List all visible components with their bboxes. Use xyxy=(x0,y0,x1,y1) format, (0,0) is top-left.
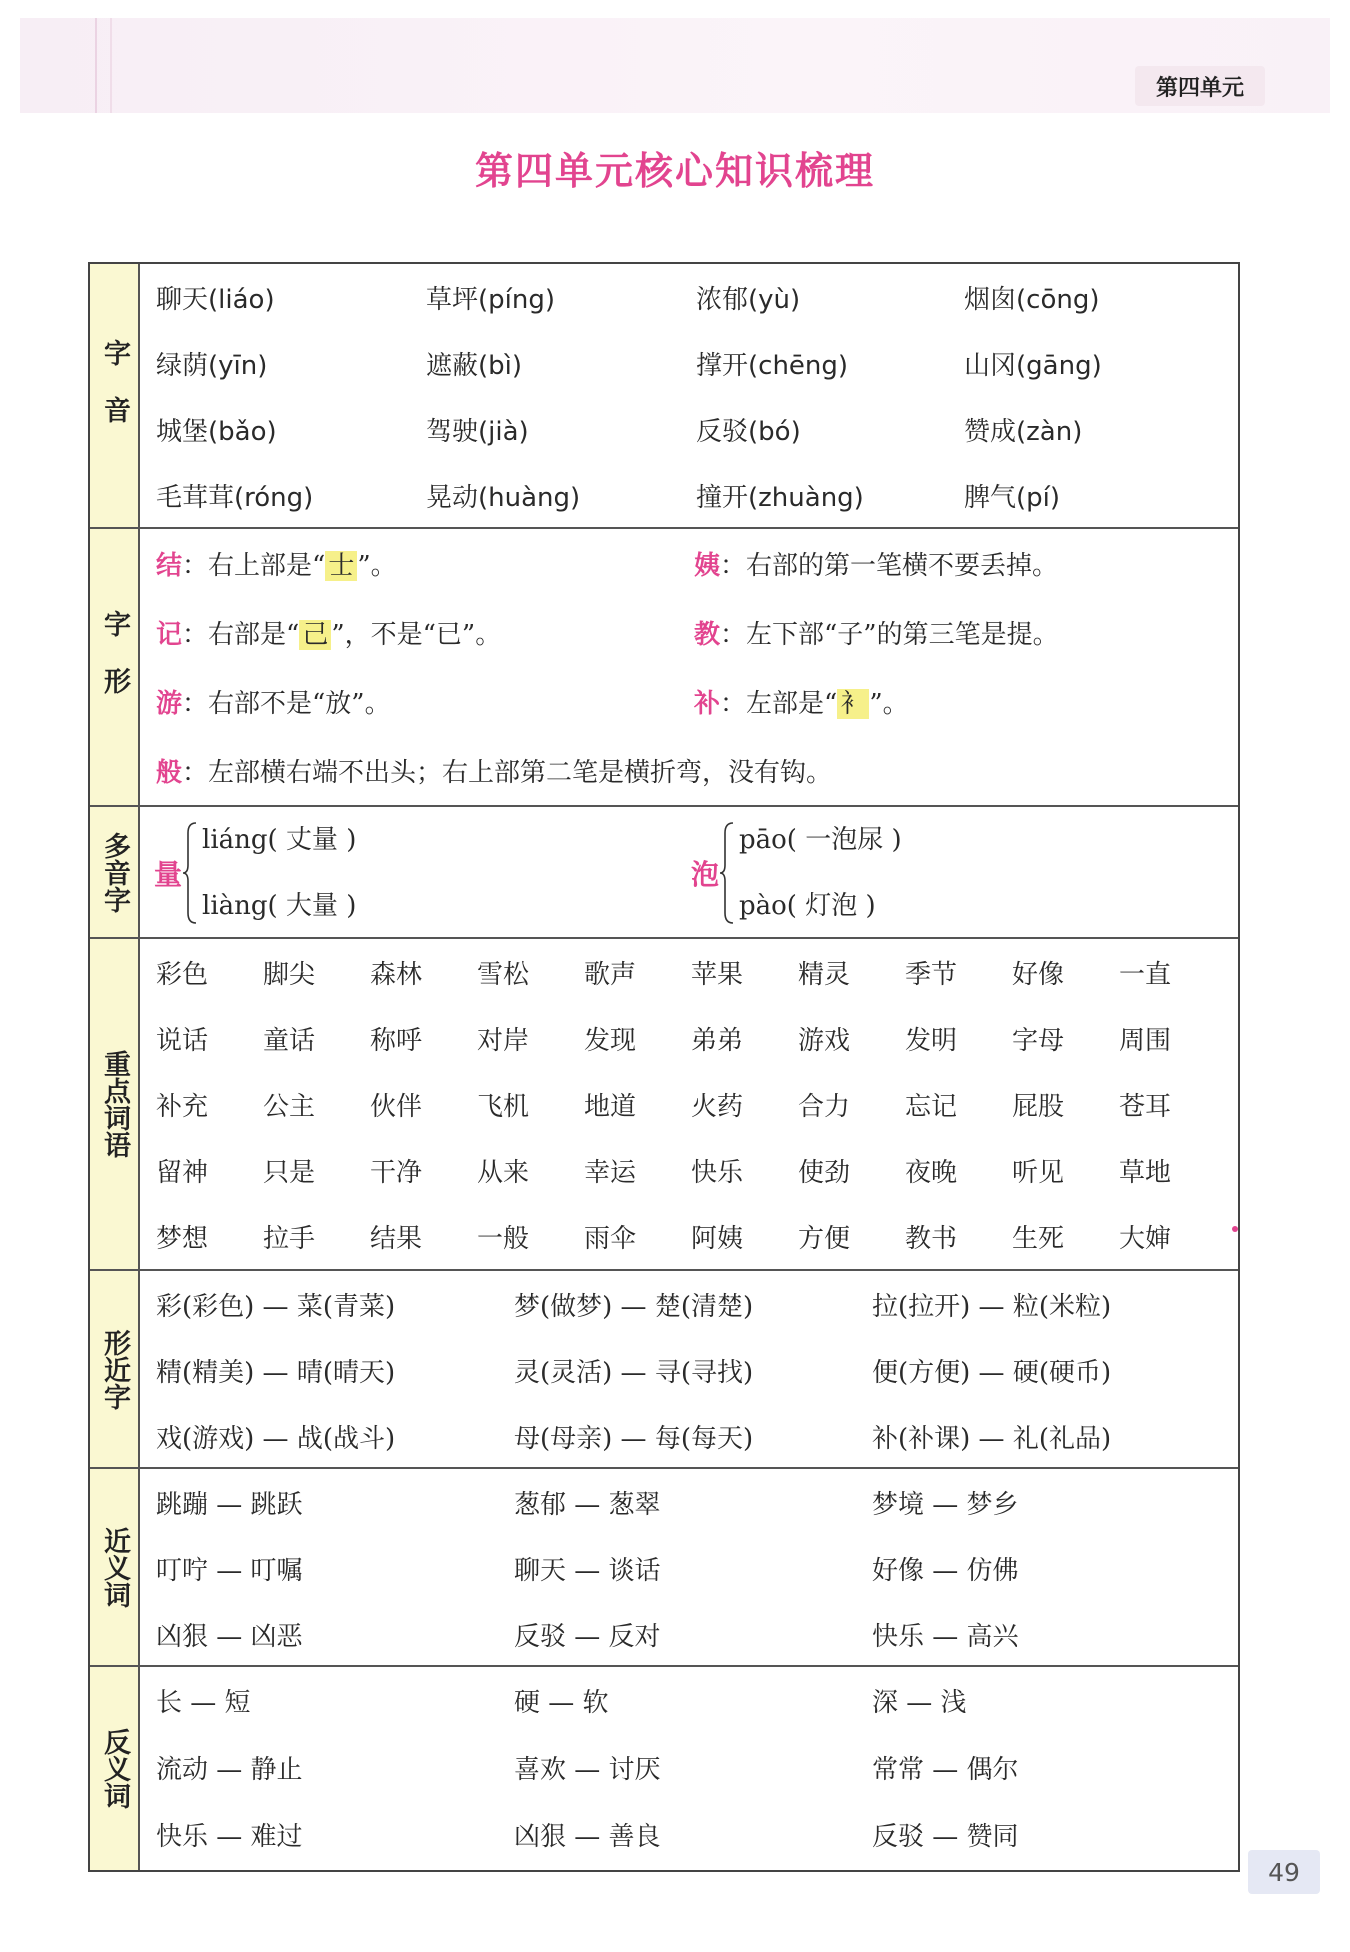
glyph-note: ：左部横右端不出头；右上部第二笔是横折弯，没有钩。 xyxy=(182,758,833,788)
glyph-note: ：左部是“ xyxy=(720,689,838,719)
word: 遮蔽 xyxy=(426,350,479,381)
keyword: 快乐 xyxy=(691,1157,744,1188)
pronunciation-row xyxy=(140,330,1238,396)
polyphone-char: 量 xyxy=(154,858,183,891)
glyph-item xyxy=(156,752,832,789)
keyword-row xyxy=(140,939,1238,1005)
word: 撑开 xyxy=(696,350,749,381)
keyword: 发现 xyxy=(584,1025,637,1056)
keyword: 大婶 xyxy=(1119,1223,1172,1254)
keyword: 一直 xyxy=(1119,959,1172,990)
pronunciation-item xyxy=(156,279,426,316)
glyph-highlight: 衤 xyxy=(837,689,869,719)
antonym-item: 流动 — 静止 xyxy=(156,1755,303,1785)
synonym-row xyxy=(140,1535,1238,1601)
synonym-row xyxy=(140,1469,1238,1535)
keywords-body xyxy=(140,939,1238,1269)
pinyin: (yīn) xyxy=(208,350,268,381)
pronunciation-item xyxy=(696,411,964,448)
keyword: 彩色 xyxy=(156,959,209,990)
keyword: 补充 xyxy=(156,1091,209,1122)
similar-char-item: 精(精美) — 晴(晴天) xyxy=(156,1357,396,1388)
similar-char-item: 母(母亲) — 每(每天) xyxy=(514,1423,754,1454)
header-decor-line xyxy=(95,18,97,113)
header-band xyxy=(20,18,1330,113)
glyph-item xyxy=(156,683,694,720)
word: 聊天 xyxy=(156,284,209,315)
pinyin: (róng) xyxy=(234,482,314,513)
pronunciation-item xyxy=(156,477,426,514)
glyph-row xyxy=(140,667,1238,736)
pinyin: (cōng) xyxy=(1016,284,1100,315)
keyword: 雪松 xyxy=(477,959,530,990)
section-label: 反义词 xyxy=(90,1667,140,1870)
keyword: 季节 xyxy=(905,959,958,990)
keyword-row xyxy=(140,1203,1238,1269)
similar-char-row xyxy=(140,1403,1238,1469)
similar-char-row xyxy=(140,1271,1238,1337)
keyword: 对岸 xyxy=(477,1025,530,1056)
pronunciation-item xyxy=(696,279,964,316)
pronunciation-item xyxy=(696,345,964,382)
word: 烟囱 xyxy=(964,284,1017,315)
pinyin: (bǎo) xyxy=(208,416,277,447)
pinyin: (chēng) xyxy=(748,350,849,381)
keyword: 雨伞 xyxy=(584,1223,637,1254)
keyword: 屁股 xyxy=(1012,1091,1065,1122)
similar-char-row xyxy=(140,1337,1238,1403)
keyword: 阿姨 xyxy=(691,1223,744,1254)
pronunciation-item xyxy=(156,345,426,382)
similar-char-item: 戏(游戏) — 战(战斗) xyxy=(156,1423,396,1454)
glyph-char: 记 xyxy=(156,620,183,650)
section-label: 形近字 xyxy=(90,1271,140,1467)
keyword: 合力 xyxy=(798,1091,851,1122)
glyph-item xyxy=(156,545,694,582)
glyph-note: ：右部的第一笔横不要丢掉。 xyxy=(720,551,1059,581)
glyph-note: ”。 xyxy=(357,551,397,581)
word: 撞开 xyxy=(696,482,749,513)
pronunciation-item xyxy=(426,411,696,448)
word: 城堡 xyxy=(156,416,209,447)
page-number: 49 xyxy=(1248,1850,1320,1894)
pronunciation-row xyxy=(140,462,1238,528)
keyword: 森林 xyxy=(370,959,423,990)
glyph-row xyxy=(140,598,1238,667)
polyphone-char: 泡 xyxy=(691,858,720,891)
keyword: 从来 xyxy=(477,1157,530,1188)
brace-icon xyxy=(719,821,735,925)
keyword: 称呼 xyxy=(370,1025,423,1056)
keyword: 公主 xyxy=(263,1091,316,1122)
keyword: 童话 xyxy=(263,1025,316,1056)
keyword: 游戏 xyxy=(798,1025,851,1056)
glyph-char: 补 xyxy=(694,689,721,719)
section-label: 重点词语 xyxy=(90,939,140,1269)
similar-char-item: 灵(灵活) — 寻(寻找) xyxy=(514,1357,754,1388)
glyph-char: 结 xyxy=(156,551,183,581)
word: 绿荫 xyxy=(156,350,209,381)
glyph-item xyxy=(694,683,1194,720)
pinyin: (yù) xyxy=(748,284,801,315)
pronunciation-item xyxy=(964,477,1214,514)
pronunciation-row xyxy=(140,264,1238,330)
synonym-item: 快乐 — 高兴 xyxy=(872,1621,1019,1652)
pinyin: (jià) xyxy=(478,416,529,447)
glyph-note: ：右部不是“放”。 xyxy=(182,689,391,719)
antonym-item: 凶狠 — 善良 xyxy=(514,1822,661,1852)
keyword: 听见 xyxy=(1012,1157,1065,1188)
keyword: 说话 xyxy=(156,1025,209,1056)
synonym-item: 跳蹦 — 跳跃 xyxy=(156,1489,303,1520)
word: 草坪 xyxy=(426,284,479,315)
antonyms-body xyxy=(140,1667,1238,1870)
similar-chars-body xyxy=(140,1271,1238,1467)
section-keywords xyxy=(90,939,1238,1271)
section-polyphone xyxy=(90,807,1238,939)
section-label: 近义词 xyxy=(90,1469,140,1665)
antonym-item: 常常 — 偶尔 xyxy=(872,1755,1019,1785)
keyword: 发明 xyxy=(905,1025,958,1056)
glyph-highlight: 己 xyxy=(299,620,331,650)
synonym-item: 凶狠 — 凶恶 xyxy=(156,1621,303,1652)
knowledge-table xyxy=(88,262,1240,1872)
synonyms-body xyxy=(140,1469,1238,1665)
pinyin: (bì) xyxy=(478,350,523,381)
keyword: 一般 xyxy=(477,1223,530,1254)
glyph-char: 教 xyxy=(694,620,721,650)
keyword: 忘记 xyxy=(905,1091,958,1122)
keyword: 干净 xyxy=(370,1157,423,1188)
polyphone-reading: liáng( 丈量 ) xyxy=(202,825,357,855)
keyword: 草地 xyxy=(1119,1157,1172,1188)
keyword: 方便 xyxy=(798,1223,851,1254)
synonym-item: 聊天 — 谈话 xyxy=(514,1555,661,1586)
keyword: 幸运 xyxy=(584,1157,637,1188)
pinyin: (huàng) xyxy=(478,482,581,513)
keyword: 字母 xyxy=(1012,1025,1065,1056)
antonym-item: 硬 — 软 xyxy=(514,1688,609,1718)
polyphone-reading: pào( 灯泡 ) xyxy=(739,891,876,921)
section-similar-chars xyxy=(90,1271,1238,1469)
section-antonyms xyxy=(90,1667,1238,1870)
word: 驾驶 xyxy=(426,416,479,447)
keyword: 梦想 xyxy=(156,1223,209,1254)
glyph-note: ：右上部是“ xyxy=(182,551,326,581)
keyword: 拉手 xyxy=(263,1223,316,1254)
word: 山冈 xyxy=(964,350,1017,381)
brace-icon xyxy=(182,821,198,925)
polyphone-reading: pāo( 一泡尿 ) xyxy=(739,825,902,855)
section-synonyms xyxy=(90,1469,1238,1667)
pinyin: (zàn) xyxy=(1016,416,1083,447)
keyword: 夜晚 xyxy=(905,1157,958,1188)
glyph-body xyxy=(140,529,1238,805)
synonym-row xyxy=(140,1601,1238,1667)
antonym-row xyxy=(140,1801,1238,1868)
pronunciation-item xyxy=(426,477,696,514)
keyword: 只是 xyxy=(263,1157,316,1188)
similar-char-item: 补(补课) — 礼(礼品) xyxy=(872,1423,1112,1454)
section-glyph xyxy=(90,529,1238,807)
antonym-item: 快乐 — 难过 xyxy=(156,1822,303,1852)
keyword: 结果 xyxy=(370,1223,423,1254)
pronunciation-row xyxy=(140,396,1238,462)
keyword: 留神 xyxy=(156,1157,209,1188)
antonym-item: 深 — 浅 xyxy=(872,1688,967,1718)
word: 晃动 xyxy=(426,482,479,513)
page-title: 第四单元核心知识梳理 xyxy=(474,149,875,193)
keyword: 火药 xyxy=(691,1091,744,1122)
polyphone-body xyxy=(140,807,1238,937)
pronunciation-item xyxy=(964,279,1214,316)
section-label: 多音字 xyxy=(90,807,140,937)
antonym-row xyxy=(140,1667,1238,1734)
pinyin: (pí) xyxy=(1016,482,1061,513)
glyph-char: 姨 xyxy=(694,551,721,581)
pronunciation-item xyxy=(426,345,696,382)
similar-char-item: 拉(拉开) — 粒(米粒) xyxy=(872,1291,1112,1322)
synonym-item: 反驳 — 反对 xyxy=(514,1621,661,1652)
glyph-note: ：右部是“ xyxy=(182,620,300,650)
keyword: 教书 xyxy=(905,1223,958,1254)
keyword-row xyxy=(140,1071,1238,1137)
keyword: 弟弟 xyxy=(691,1025,744,1056)
antonym-item: 反驳 — 赞同 xyxy=(872,1822,1019,1852)
pinyin: (bó) xyxy=(748,416,801,447)
glyph-row xyxy=(140,736,1238,805)
keyword: 使劲 xyxy=(798,1157,851,1188)
keyword: 地道 xyxy=(584,1091,637,1122)
glyph-note: ”。 xyxy=(869,689,909,719)
glyph-item xyxy=(694,545,1194,582)
keyword: 苹果 xyxy=(691,959,744,990)
glyph-note: ：左下部“子”的第三笔是提。 xyxy=(720,620,1059,650)
word: 反驳 xyxy=(696,416,749,447)
pronunciation-item xyxy=(964,411,1214,448)
section-pronunciation xyxy=(90,264,1238,529)
word: 脾气 xyxy=(964,482,1017,513)
glyph-row xyxy=(140,529,1238,598)
keyword: 生死 xyxy=(1012,1223,1065,1254)
glyph-item xyxy=(694,614,1194,651)
word: 浓郁 xyxy=(696,284,749,315)
keyword: 好像 xyxy=(1012,959,1065,990)
pronunciation-item xyxy=(426,279,696,316)
antonym-item: 长 — 短 xyxy=(156,1688,251,1718)
pinyin: (gāng) xyxy=(1016,350,1102,381)
keyword: 脚尖 xyxy=(263,959,316,990)
unit-label: 第四单元 xyxy=(1135,66,1265,106)
pinyin: (zhuàng) xyxy=(748,482,864,513)
keyword-row xyxy=(140,1005,1238,1071)
synonym-item: 叮咛 — 叮嘱 xyxy=(156,1555,303,1586)
decorative-dot xyxy=(1232,1226,1238,1232)
keyword: 歌声 xyxy=(584,959,637,990)
keyword: 周围 xyxy=(1119,1025,1172,1056)
word: 赞成 xyxy=(964,416,1017,447)
synonym-item: 梦境 — 梦乡 xyxy=(872,1489,1019,1520)
keyword: 精灵 xyxy=(798,959,851,990)
similar-char-item: 梦(做梦) — 楚(清楚) xyxy=(514,1291,754,1322)
pinyin: (píng) xyxy=(478,284,556,315)
header-decor-line xyxy=(110,18,112,113)
similar-char-item: 彩(彩色) — 菜(青菜) xyxy=(156,1291,396,1322)
antonym-row xyxy=(140,1734,1238,1801)
keyword: 伙伴 xyxy=(370,1091,423,1122)
antonym-item: 喜欢 — 讨厌 xyxy=(514,1755,661,1785)
pronunciation-item xyxy=(964,345,1214,382)
synonym-item: 葱郁 — 葱翠 xyxy=(514,1489,661,1520)
glyph-note: ”，不是“已”。 xyxy=(331,620,502,650)
keyword-row xyxy=(140,1137,1238,1203)
glyph-highlight: 士 xyxy=(325,551,357,581)
glyph-char: 般 xyxy=(156,758,183,788)
pronunciation-body xyxy=(140,264,1238,527)
keyword: 苍耳 xyxy=(1119,1091,1172,1122)
word: 毛茸茸 xyxy=(156,482,235,513)
section-label: 字形 xyxy=(90,529,140,805)
glyph-char: 游 xyxy=(156,689,183,719)
synonym-item: 好像 — 仿佛 xyxy=(872,1555,1019,1586)
pronunciation-item xyxy=(696,477,964,514)
keyword: 飞机 xyxy=(477,1091,530,1122)
polyphone-reading: liàng( 大量 ) xyxy=(202,891,357,921)
pinyin: (liáo) xyxy=(208,284,275,315)
similar-char-item: 便(方便) — 硬(硬币) xyxy=(872,1357,1112,1388)
pronunciation-item xyxy=(156,411,426,448)
section-label: 字音 xyxy=(90,264,140,527)
glyph-item xyxy=(156,614,694,651)
